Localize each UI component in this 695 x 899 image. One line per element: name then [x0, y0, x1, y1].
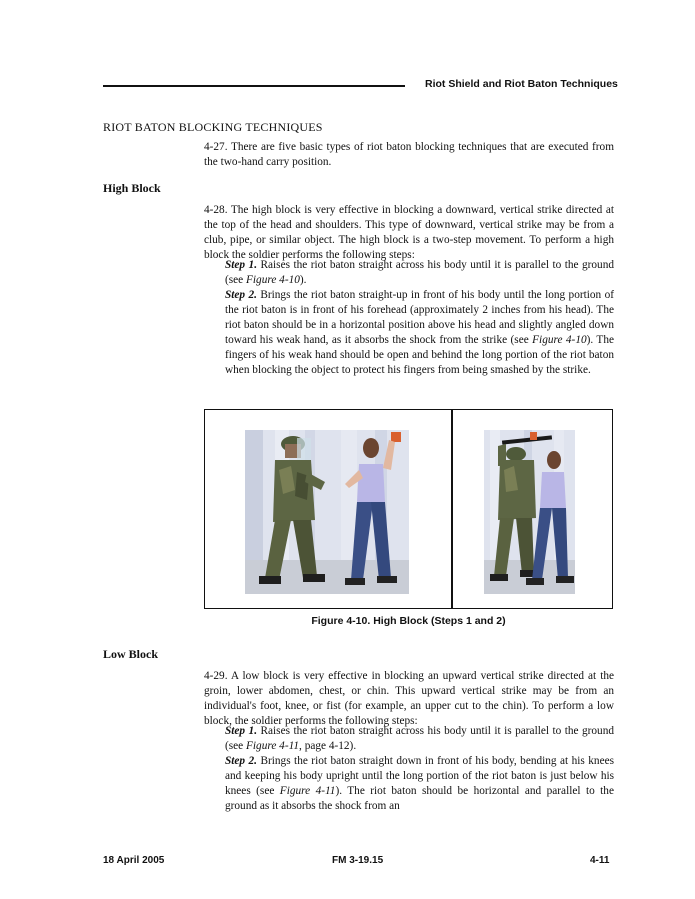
footer-date: 18 April 2005: [103, 855, 165, 866]
paragraph-4-27: 4-27. There are five basic types of riot baton blocking techniques that are executed from the two-hand carry position.: [204, 141, 614, 168]
photo-high-block-step-1: [245, 430, 409, 594]
step-text: Raises the riot baton straight across his body until it is parallel to the ground (see: [225, 725, 614, 752]
figure-4-10: [204, 409, 613, 609]
footer-publication: FM 3-19.15: [332, 855, 384, 866]
photo-high-block-step-2: [484, 430, 575, 594]
step-label: Step 1.: [225, 259, 258, 271]
figure-reference: Figure 4-11: [246, 740, 300, 752]
paragraph-4-29: 4-29. A low block is very effective in blocking an upward vertical strike directed at the groin, lower abdomen, chest, or chin. This upward vertical strike may be from an individual's foot, knee, or fist (for example, an upper cut to the chin). To perform a low block, the soldier performs the following steps:: [204, 670, 614, 727]
step-text: Brings the riot baton straight-up in front of his body until the long portion of the riot baton is in front of his forehead (approximately 2 inches from his head). The riot baton should be in a horizontal position above his head and slightly angled down toward his weak hand, as it absorbs the shock from the strike (see: [225, 289, 614, 346]
high-block-step-2: [225, 288, 614, 378]
figure-reference: Figure 4-10: [532, 334, 587, 346]
step-text: Brings the riot baton straight down in front of his body, bending at his knees and keeping his body upright until the long portion of the riot baton is just below his knees (see: [225, 755, 614, 797]
figure-reference: Figure 4-10: [246, 274, 300, 286]
low-block-step-2: [225, 754, 614, 814]
subheading-low-block: Low Block: [103, 647, 159, 661]
step-label: Step 2.: [225, 755, 258, 767]
step-text: Raises the riot baton straight across his body until it is parallel to the ground (see: [225, 259, 614, 286]
footer-page-number: 4-11: [590, 855, 610, 866]
paragraph-4-28: 4-28. The high block is very effective in blocking a downward, vertical strike directed at the top of the head and shoulders. This type of downward, vertical strike may be from a club, pipe, or similar object. The high block is a two-step movement. To perform a high block the soldier performs the following steps:: [204, 204, 614, 261]
section-heading-riot-baton-blocking: RIOT BATON BLOCKING TECHNIQUES: [103, 120, 323, 134]
step-label: Step 2.: [225, 289, 257, 301]
running-header-title: Riot Shield and Riot Baton Techniques: [425, 78, 618, 90]
low-block-step-1: [225, 724, 614, 754]
step-text: ).: [299, 274, 307, 286]
high-block-step-1: [225, 258, 614, 288]
header-rule: [103, 85, 405, 87]
step-text: ). The riot baton should be horizontal and parallel to the ground as it absorbs the shock from an: [225, 785, 614, 812]
subheading-high-block: High Block: [103, 181, 161, 195]
step-label: Step 1.: [225, 725, 258, 737]
step-text: , page 4-12).: [299, 740, 357, 752]
figure-reference: Figure 4-11: [279, 785, 336, 797]
step-text: ). The fingers of his weak hand should be open and behind the long portion of the riot baton when blocking the object to protect his fingers from being smashed by the strike.: [225, 334, 614, 376]
figure-divider: [451, 410, 453, 608]
figure-caption: Figure 4-10. High Block (Steps 1 and 2): [311, 615, 506, 627]
